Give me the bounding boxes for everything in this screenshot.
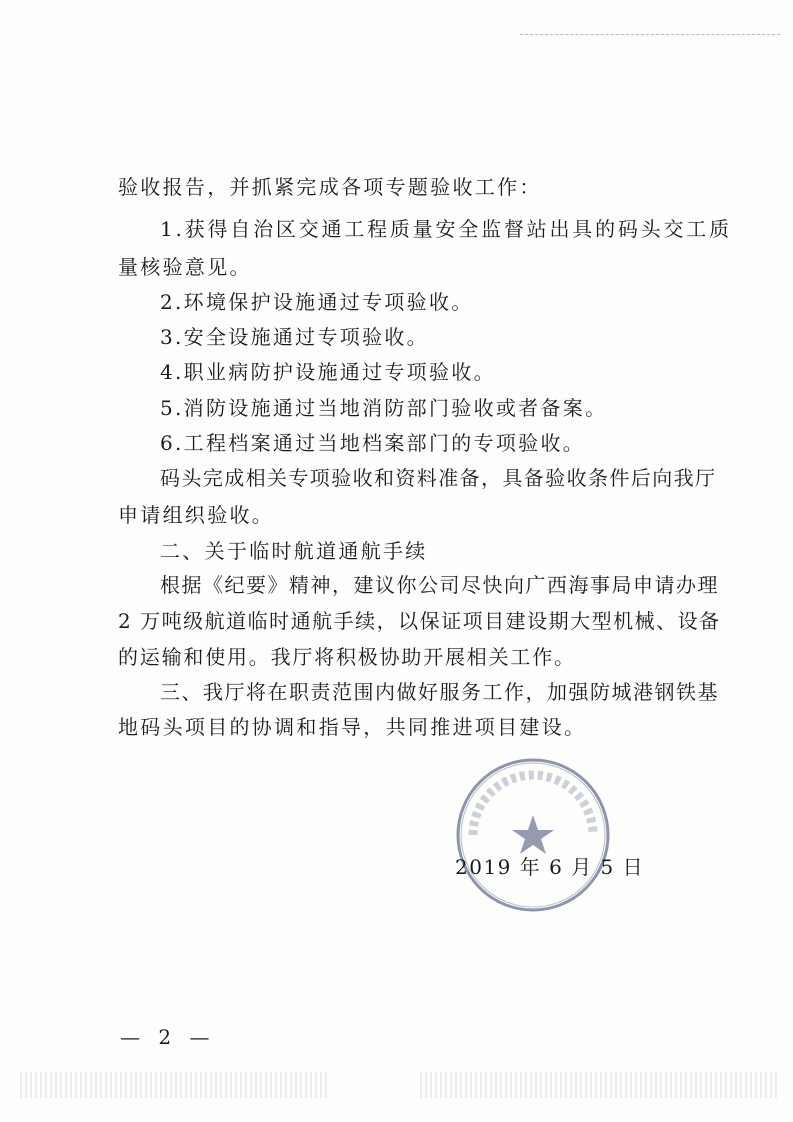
text-line-13: 2 万吨级航道临时通航手续，以保证项目建设期大型机械、设备 bbox=[118, 609, 721, 633]
scan-artifact-bottom-right bbox=[420, 1072, 780, 1098]
scan-artifact-top bbox=[520, 34, 780, 35]
page-number: — 2 — bbox=[120, 1025, 216, 1049]
section-heading-2: 二、关于临时航道通航手续 bbox=[160, 539, 428, 563]
text-line-14: 的运输和使用。我厅将积极协助开展相关工作。 bbox=[118, 645, 576, 669]
text-line-16: 地码头项目的协调和指导，共同推进项目建设。 bbox=[118, 715, 587, 739]
official-seal bbox=[455, 757, 611, 913]
text-line-2: 1.获得自治区交通工程质量安全监督站出具的码头交工质 bbox=[160, 217, 732, 241]
section-heading-3: 三、我厅将在职责范围内做好服务工作，加强防城港钢铁基 bbox=[160, 680, 719, 704]
text-line-6: 4.职业病防护设施通过专项验收。 bbox=[160, 360, 496, 384]
text-line-1: 验收报告，并抓紧完成各项专题验收工作： bbox=[118, 175, 542, 199]
text-line-12: 根据《纪要》精神，建议你公司尽快向广西海事局申请办理 bbox=[160, 573, 719, 597]
text-line-10: 申请组织验收。 bbox=[118, 503, 275, 527]
text-line-8: 6.工程档案通过当地档案部门的专项验收。 bbox=[160, 431, 586, 455]
text-line-7: 5.消防设施通过当地消防部门验收或者备案。 bbox=[160, 396, 608, 420]
text-line-9: 码头完成相关专项验收和资料准备，具备验收条件后向我厅 bbox=[160, 466, 717, 490]
text-line-4: 2.环境保护设施通过专项验收。 bbox=[160, 290, 474, 314]
document-date: 2019 年 6 月 5 日 bbox=[455, 855, 645, 879]
text-line-3: 量核验意见。 bbox=[118, 255, 252, 279]
text-line-5: 3.安全设施通过专项验收。 bbox=[160, 325, 429, 349]
scan-artifact-bottom-left bbox=[20, 1072, 330, 1098]
